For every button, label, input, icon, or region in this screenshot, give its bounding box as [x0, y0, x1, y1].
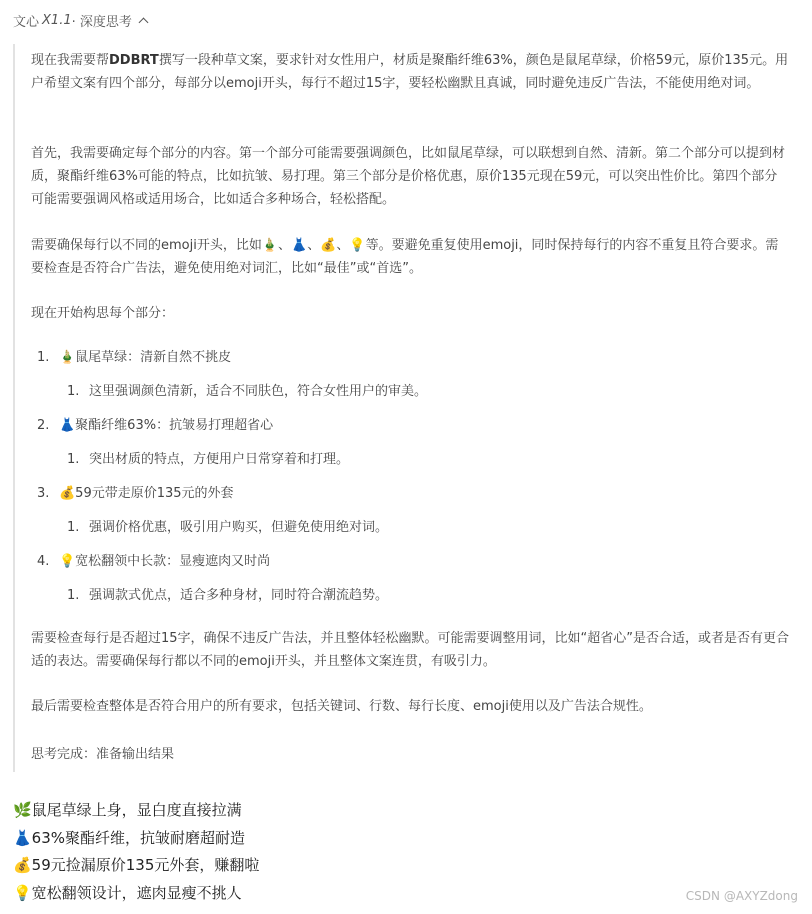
thinking-paragraph: 最后需要检查整体是否符合用户的所有要求，包括关键词、行数、每行长度、emoji使用以及广告法合规性。 — [31, 699, 652, 714]
chevron-up-icon[interactable] — [138, 17, 148, 27]
sub-list-item: 1. 突出材质的特点，方便用户日常穿着和打理。 — [67, 452, 350, 467]
list-item: 2. 👗聚酯纤维63%：抗皱易打理超省心 — [37, 418, 274, 433]
answer-line: 👗63%聚酯纤维，抗皱耐磨超耐造 — [13, 828, 246, 847]
sub-list-item: 1. 强调款式优点，适合多种身材，同时符合潮流趋势。 — [67, 588, 389, 603]
answer-output — [13, 797, 259, 907]
list-item: 3. 💰59元带走原价135元的外套 — [37, 486, 234, 501]
brand-label: 文心 — [13, 14, 40, 30]
answer-line: 💰59元捡漏原价135元外套，赚翻啦 — [13, 856, 260, 874]
watermark: CSDN @AXYZdong — [685, 889, 798, 903]
answer-line: 🌿鼠尾草绿上身，显白度直接拉满 — [13, 801, 242, 819]
sub-list-item: 1. 强调价格优惠，吸引用户购买，但避免使用绝对词。 — [67, 520, 389, 535]
list-item: 1. 🎍鼠尾草绿：清新自然不挑皮 — [37, 350, 232, 365]
thinking-status: 思考完成：准备输出结果 — [31, 747, 175, 762]
sub-list-item: 1. 这里强调颜色清新，适合不同肤色，符合女性用户的审美。 — [67, 384, 428, 399]
thinking-paragraph: 现在开始构思每个部分： — [31, 306, 175, 321]
thinking-paragraph: 首先，我需要确定每个部分的内容。第一个部分可能需要强调颜色，比如鼠尾草绿，可以联想到自然、清新。第二个部分可以提到材质，聚酯纤维63%可能的特点，比如抗皱、易打理。第三个部分是价格优惠，原价135元现在59元，可以突出性价比。第四个部分可能需要强调风格或适用场合，比如适合多种场合，轻松搭配。 — [31, 146, 786, 207]
thinking-paragraph: 需要检查每行是否超过15字，确保不违反广告法，并且整体轻松幽默。可能需要调整用词，比如“超省心”是否合适，或者是否有更合适的表达。需要确保每行都以不同的emoji开头，并且整体文案连贯，有吸引力。 — [31, 631, 790, 669]
thinking-panel — [13, 44, 798, 772]
model-label: X1.1 — [42, 12, 72, 28]
list-item: 4. 💡宽松翻领中长款：显瘦遮肉又时尚 — [37, 554, 271, 569]
answer-line: 💡宽松翻领设计，遮肉显瘦不挑人 — [13, 883, 242, 902]
thinking-paragraph: 需要确保每行以不同的emoji开头，比如🎍、👗、💰、💡等。要避免重复使用emoji，同时保持每行的内容不重复且符合要求。需要检查是否符合广告法，避免使用绝对词汇，比如“最佳”或“首选”。 — [31, 238, 779, 276]
thinking-paragraph: 现在我需要帮DDBRT撰写一段种草文案，要求针对女性用户，材质是聚酯纤维63%，颜色是鼠尾草绿，价格59元，原价135元。用户希望文案有四个部分，每部分以emoji开头，每行不超过15字，要轻松幽默且真诚，同时避免违反广告法，不能使用绝对词。 — [31, 53, 789, 91]
deep-thinking-toggle[interactable] — [13, 10, 147, 30]
mode-label: · 深度思考 — [71, 14, 132, 30]
